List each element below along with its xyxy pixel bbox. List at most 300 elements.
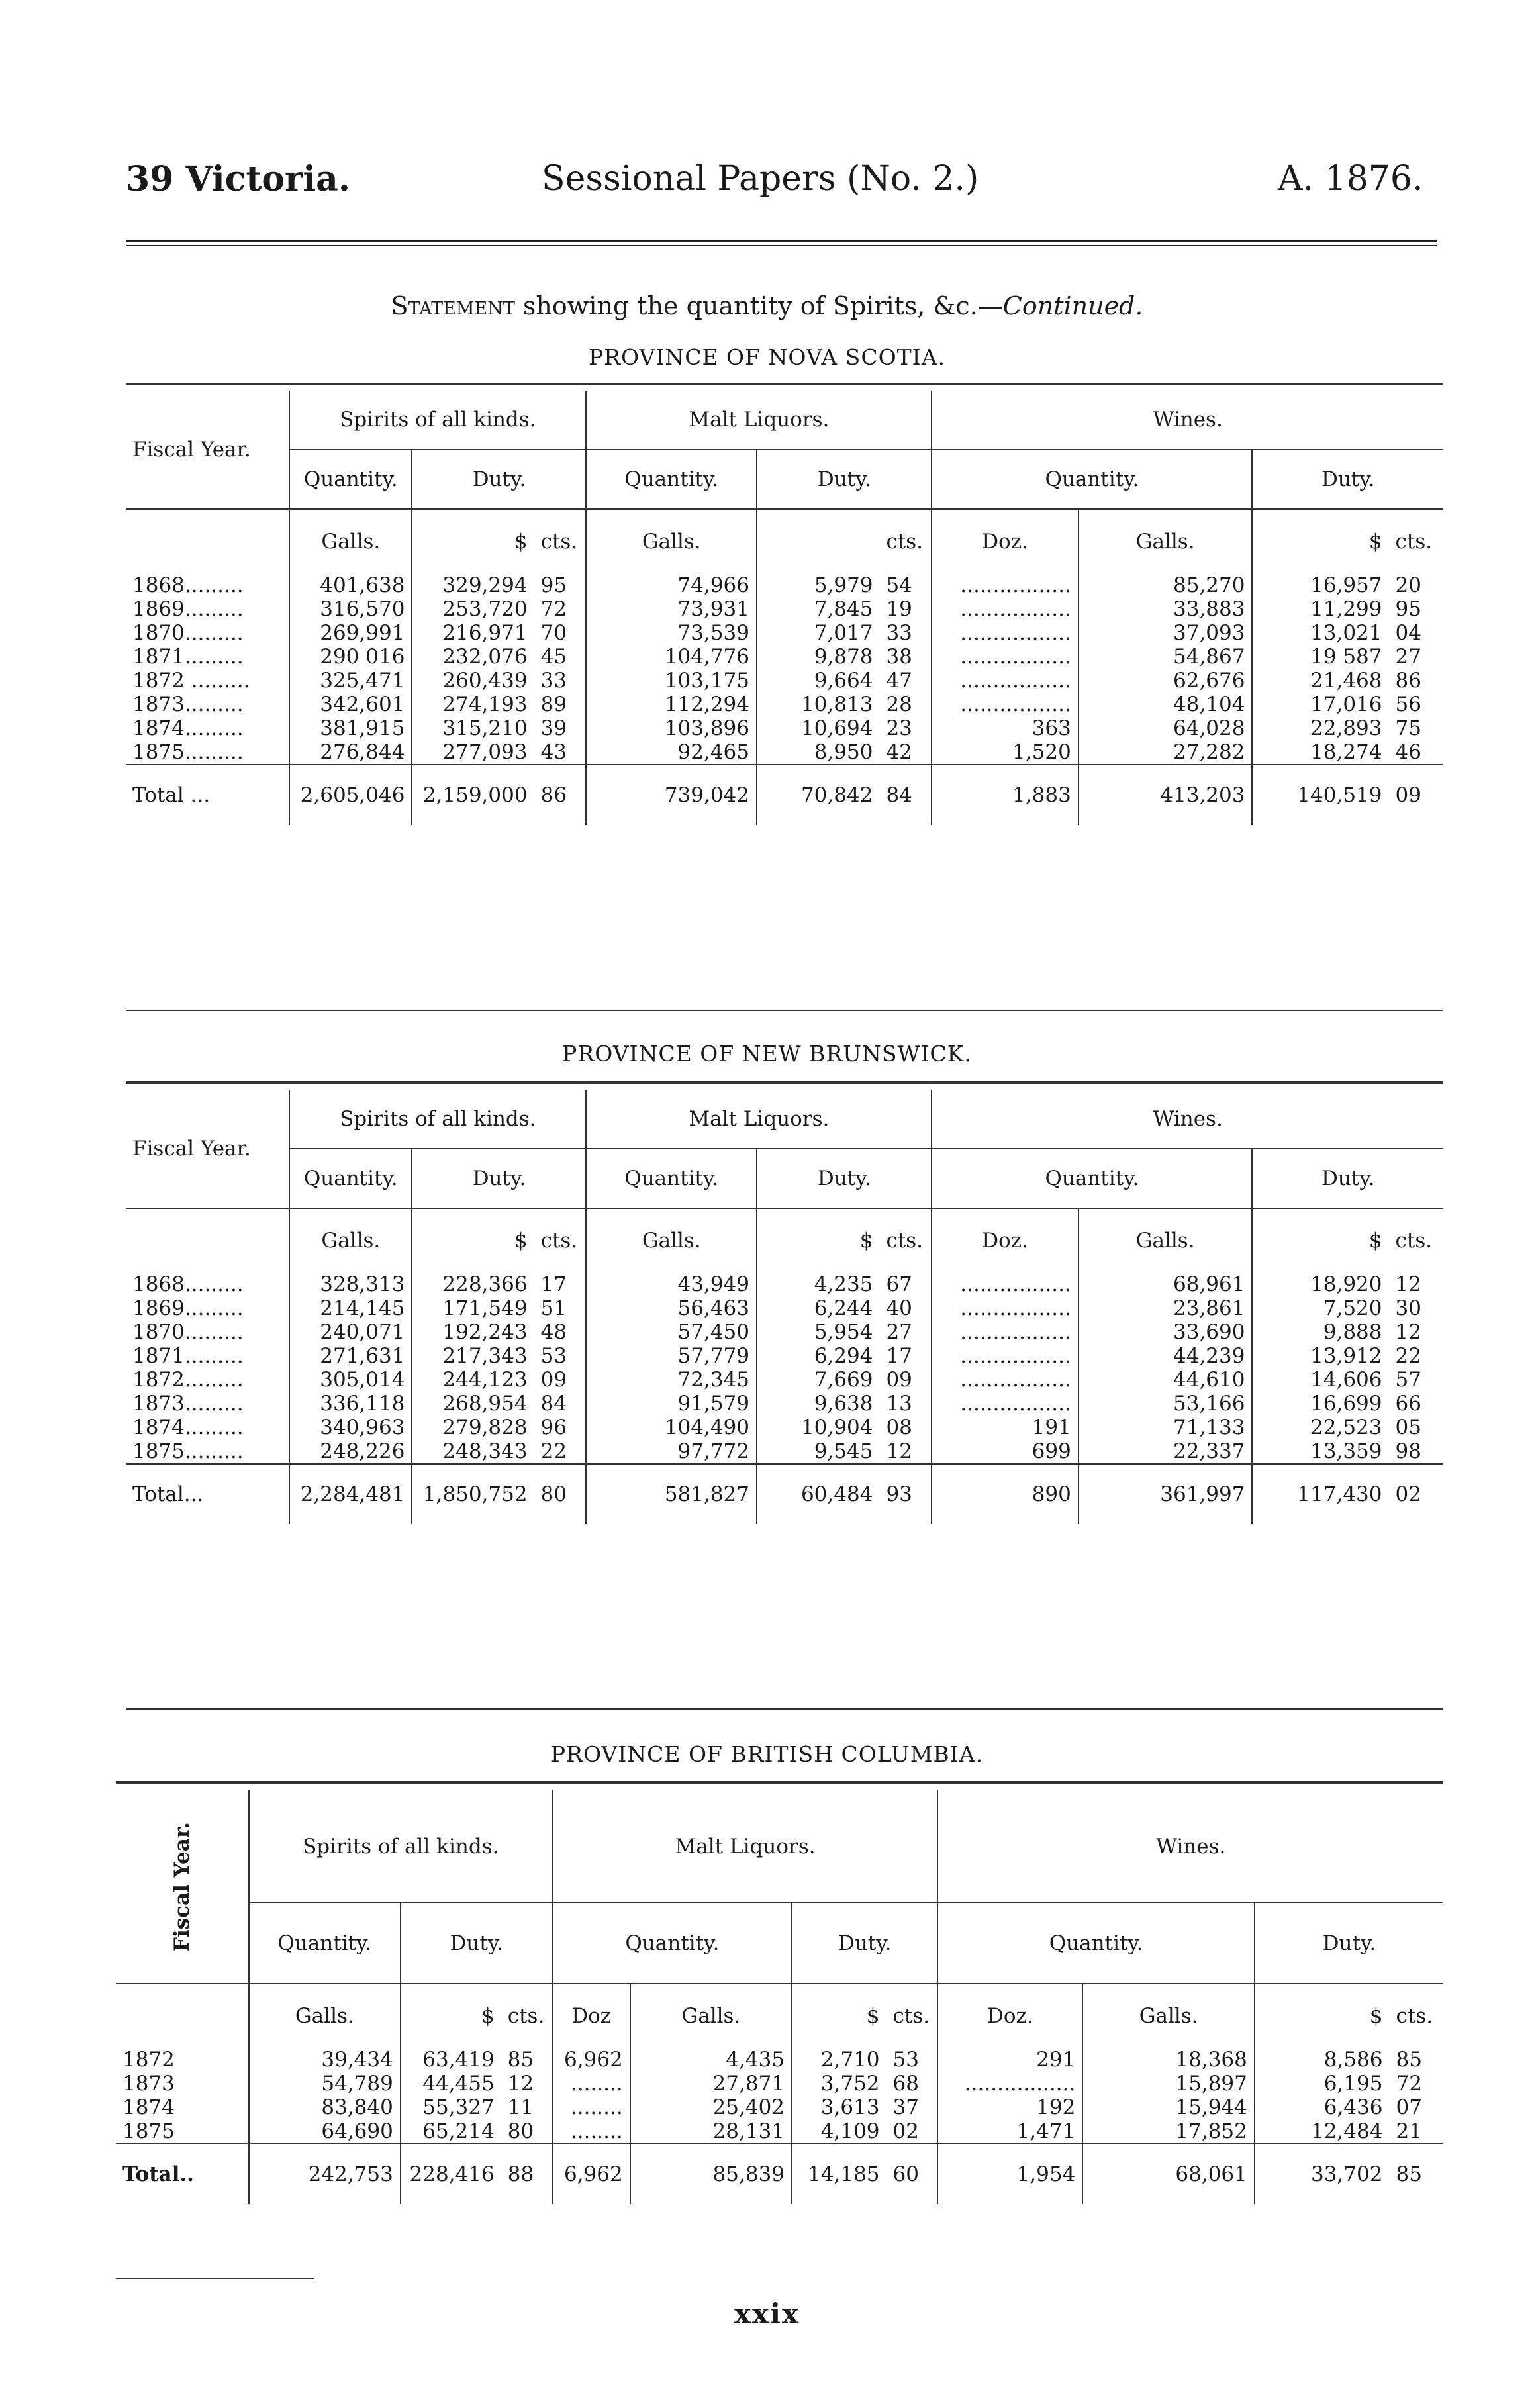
row-wines-galls: 15,944 (1082, 2095, 1255, 2119)
unit-galls: Galls. (249, 1984, 401, 2048)
row-wines-duty: 14,606 (1252, 1368, 1388, 1392)
row-spirits-duty: 171,549 (412, 1296, 534, 1320)
row-wines-cts: 21 (1396, 2119, 1422, 2143)
table-new-brunswick (126, 1090, 1443, 1524)
rule-ns-top (126, 383, 1443, 385)
row-spirits-cts: 53 (540, 1344, 567, 1368)
row-spirits-cts: 84 (540, 1392, 567, 1416)
row-wines-doz: ................. (932, 597, 1078, 621)
unit-cts: cts. (892, 2004, 930, 2028)
total-label: Total.. (116, 2144, 249, 2204)
unit-cts: cts. (540, 1229, 578, 1253)
header-rule-2 (126, 245, 1437, 246)
row-spirits-duty: 274,193 (412, 693, 534, 716)
row-spirits-cts: 72 (540, 597, 567, 621)
group-wines: Wines. (932, 1090, 1443, 1149)
row-malt-quantity: 72,345 (586, 1368, 757, 1392)
row-wines-doz: 291 (937, 2048, 1082, 2072)
row-wines-duty: 13,912 (1252, 1344, 1388, 1368)
row-malt-duty: 3,613 (792, 2095, 887, 2119)
unit-dollar: $ (792, 1984, 887, 2048)
row-year: 1871......... (132, 645, 244, 669)
row-spirits-duty: 216,971 (412, 621, 534, 645)
row-wines-cts: 98 (1395, 1439, 1421, 1463)
table-row (126, 573, 1443, 597)
row-wines-duty: 11,299 (1252, 597, 1388, 621)
col-wines-quantity: Quantity. (937, 1903, 1254, 1984)
total-malt-duty: 14,185 (792, 2144, 887, 2204)
row-malt-cts: 17 (886, 1344, 912, 1368)
row-spirits-duty: 44,455 (401, 2072, 501, 2095)
total-spirits-duty: 228,416 (401, 2144, 501, 2204)
row-malt-duty: 6,294 (757, 1344, 879, 1368)
row-wines-cts: 56 (1395, 693, 1421, 716)
total-wines-duty: 140,519 (1252, 765, 1388, 825)
col-wines-duty: Duty. (1252, 1149, 1443, 1208)
row-malt-cts: 47 (886, 669, 912, 693)
row-wines-doz: ................. (932, 573, 1078, 597)
row-wines-cts: 22 (1395, 1344, 1421, 1368)
row-spirits-cts: 17 (540, 1273, 567, 1296)
total-spirits-duty: 2,159,000 (412, 765, 534, 825)
row-wines-duty: 12,484 (1255, 2119, 1390, 2144)
total-malt-duty: 60,484 (757, 1464, 879, 1524)
row-wines-galls: 18,368 (1082, 2048, 1255, 2072)
fiscal-year-label: Fiscal Year. (169, 1821, 194, 1952)
total-wines-galls: 68,061 (1082, 2144, 1255, 2204)
row-spirits-quantity: 276,844 (289, 740, 412, 765)
rule-bc-bottom (116, 2278, 314, 2279)
row-malt-cts: 19 (886, 597, 912, 621)
row-wines-galls: 37,093 (1079, 621, 1253, 645)
col-spirits-quantity: Quantity. (289, 450, 412, 509)
col-malt-quantity: Quantity. (586, 450, 757, 509)
total-wines-duty: 117,430 (1252, 1464, 1388, 1524)
row-malt-cts: 37 (892, 2095, 919, 2119)
row-wines-duty: 16,699 (1252, 1392, 1388, 1416)
row-spirits-cts: 45 (540, 645, 567, 669)
row-malt-cts: 38 (886, 645, 912, 669)
group-malt: Malt Liquors. (553, 1790, 938, 1903)
row-malt-duty: 2,710 (792, 2048, 887, 2072)
unit-galls: Galls. (289, 1208, 412, 1273)
row-malt-duty: 9,664 (757, 669, 879, 693)
row-spirits-quantity: 269,991 (289, 621, 412, 645)
table-row (126, 645, 1443, 669)
row-wines-doz: 191 (932, 1416, 1078, 1439)
row-malt-duty: 7,669 (757, 1368, 879, 1392)
row-wines-cts: 12 (1395, 1320, 1421, 1344)
unit-dollar: $ (757, 1208, 879, 1273)
row-malt-quantity: 73,931 (586, 597, 757, 621)
caption-statement: Statement (391, 291, 515, 320)
row-wines-cts: 27 (1395, 645, 1421, 669)
row-wines-cts: 07 (1396, 2095, 1422, 2119)
row-spirits-cts: 48 (540, 1320, 567, 1344)
header-center: Sessional Papers (No. 2.) (542, 159, 979, 199)
group-malt: Malt Liquors. (586, 391, 932, 450)
row-year: 1870......... (132, 1320, 244, 1344)
row-malt-cts: 13 (886, 1392, 912, 1416)
total-spirits-quantity: 242,753 (249, 2144, 401, 2204)
row-year: 1875......... (132, 740, 244, 764)
section-title-new-brunswick: PROVINCE OF NEW BRUNSWICK. (562, 1041, 972, 1067)
total-wines-galls: 361,997 (1079, 1464, 1253, 1524)
row-spirits-quantity: 54,789 (249, 2072, 401, 2095)
table-row (126, 693, 1443, 716)
row-spirits-duty: 232,076 (412, 645, 534, 669)
row-year: 1873 (122, 2072, 175, 2095)
row-wines-duty: 22,523 (1252, 1416, 1388, 1439)
total-wines-cts: 85 (1389, 2144, 1443, 2204)
unit-cts: cts. (507, 2004, 545, 2028)
unit-cts: cts. (886, 1229, 924, 1253)
row-spirits-quantity: 248,226 (289, 1439, 412, 1464)
row-year: 1875 (122, 2119, 175, 2143)
rule-nb-bottom (126, 1708, 1443, 1710)
row-spirits-quantity: 214,145 (289, 1296, 412, 1320)
unit-galls: Galls. (630, 1984, 792, 2048)
col-malt-duty: Duty. (792, 1903, 937, 1984)
col-spirits-quantity: Quantity. (289, 1149, 412, 1208)
table-row (126, 1392, 1443, 1416)
row-wines-cts: 05 (1395, 1416, 1421, 1439)
row-malt-duty: 4,235 (757, 1273, 879, 1296)
unit-cts: cts. (540, 530, 578, 554)
total-malt-quantity: 739,042 (586, 765, 757, 825)
row-spirits-duty: 253,720 (412, 597, 534, 621)
row-malt-quantity: 25,402 (630, 2095, 792, 2119)
row-spirits-quantity: 240,071 (289, 1320, 412, 1344)
row-malt-doz: ........ (553, 2072, 630, 2095)
row-wines-galls: 33,690 (1079, 1320, 1253, 1344)
row-year: 1873......... (132, 1392, 244, 1416)
row-spirits-quantity: 325,471 (289, 669, 412, 693)
total-wines-galls: 413,203 (1079, 765, 1253, 825)
row-malt-cts: 42 (886, 740, 912, 764)
total-wines-cts: 09 (1389, 765, 1444, 825)
group-spirits: Spirits of all kinds. (289, 1090, 586, 1149)
group-malt: Malt Liquors. (586, 1090, 932, 1149)
row-wines-duty: 9,888 (1252, 1320, 1388, 1344)
row-spirits-quantity: 336,118 (289, 1392, 412, 1416)
row-wines-duty: 7,520 (1252, 1296, 1388, 1320)
row-year: 1874......... (132, 1416, 244, 1439)
row-spirits-cts: 09 (540, 1368, 567, 1392)
row-wines-galls: 33,883 (1079, 597, 1253, 621)
row-wines-duty: 13,021 (1252, 621, 1388, 645)
row-spirits-cts: 95 (540, 573, 567, 597)
col-spirits-duty: Duty. (401, 1903, 553, 1984)
row-spirits-duty: 268,954 (412, 1392, 534, 1416)
row-spirits-quantity: 342,601 (289, 693, 412, 716)
row-wines-cts: 95 (1395, 597, 1421, 621)
row-year: 1875......... (132, 1439, 244, 1463)
row-year: 1873......... (132, 693, 244, 716)
row-spirits-duty: 248,343 (412, 1439, 534, 1464)
row-year: 1868......... (132, 573, 244, 597)
unit-dollar: $ (1252, 509, 1388, 573)
group-spirits: Spirits of all kinds. (249, 1790, 553, 1903)
row-wines-duty: 22,893 (1252, 716, 1388, 740)
row-malt-doz: 6,962 (553, 2048, 630, 2072)
row-malt-quantity: 103,175 (586, 669, 757, 693)
unit-doz: Doz. (932, 509, 1078, 573)
row-wines-galls: 27,282 (1079, 740, 1253, 765)
row-malt-duty: 9,638 (757, 1392, 879, 1416)
table-row (126, 621, 1443, 645)
row-year: 1869......... (132, 1296, 244, 1320)
total-malt-cts: 60 (887, 2144, 938, 2204)
row-spirits-duty: 55,327 (401, 2095, 501, 2119)
col-fiscal-year-rotated (116, 1790, 249, 1984)
row-wines-doz: 699 (932, 1439, 1078, 1464)
row-malt-quantity: 112,294 (586, 693, 757, 716)
row-wines-duty: 13,359 (1252, 1439, 1388, 1464)
row-spirits-duty: 279,828 (412, 1416, 534, 1439)
table-row (126, 716, 1443, 740)
unit-galls: Galls. (1079, 1208, 1253, 1273)
row-wines-doz: 1,520 (932, 740, 1078, 765)
total-malt-duty: 70,842 (757, 765, 879, 825)
row-wines-galls: 64,028 (1079, 716, 1253, 740)
row-malt-cts: 68 (892, 2072, 919, 2095)
group-wines: Wines. (937, 1790, 1443, 1903)
row-year: 1874......... (132, 716, 244, 740)
unit-dollar: $ (412, 1208, 534, 1273)
row-spirits-duty: 277,093 (412, 740, 534, 765)
row-wines-doz: ................. (932, 693, 1078, 716)
unit-cts: cts. (1395, 530, 1433, 554)
row-wines-doz: ................. (932, 1368, 1078, 1392)
rule-nb-top (126, 1081, 1443, 1084)
row-year: 1874 (122, 2095, 175, 2119)
total-malt-doz: 6,962 (553, 2144, 630, 2204)
header-right: A. 1876. (1278, 159, 1423, 199)
row-spirits-cts: 85 (507, 2048, 534, 2072)
row-spirits-quantity: 340,963 (289, 1416, 412, 1439)
row-wines-cts: 46 (1395, 740, 1421, 764)
row-malt-cts: 09 (886, 1368, 912, 1392)
section-title-nova-scotia: PROVINCE OF NOVA SCOTIA. (588, 344, 946, 370)
total-spirits-quantity: 2,284,481 (289, 1464, 412, 1524)
row-malt-duty: 4,109 (792, 2119, 887, 2144)
table-nova-scotia (126, 391, 1443, 825)
row-wines-doz: ................. (932, 621, 1078, 645)
row-wines-galls: 23,861 (1079, 1296, 1253, 1320)
total-spirits-duty: 1,850,752 (412, 1464, 534, 1524)
row-spirits-cts: 51 (540, 1296, 567, 1320)
row-spirits-cts: 43 (540, 740, 567, 764)
row-spirits-duty: 65,214 (401, 2119, 501, 2144)
col-wines-duty: Duty. (1255, 1903, 1443, 1984)
row-spirits-cts: 22 (540, 1439, 567, 1463)
unit-dollar: $ (1252, 1208, 1388, 1273)
row-wines-galls: 85,270 (1079, 573, 1253, 597)
row-malt-duty: 10,694 (757, 716, 879, 740)
col-malt-duty: Duty. (757, 1149, 932, 1208)
row-malt-cts: 12 (886, 1439, 912, 1463)
table-british-columbia (116, 1790, 1443, 2204)
unit-galls: Galls. (1079, 509, 1253, 573)
row-spirits-cts: 39 (540, 716, 567, 740)
table-row (126, 1296, 1443, 1320)
unit-cts: cts. (1396, 2004, 1433, 2028)
row-malt-quantity: 27,871 (630, 2072, 792, 2095)
unit-dollar: $ (401, 1984, 501, 2048)
row-malt-cts: 40 (886, 1296, 912, 1320)
page-number: xxix (734, 2297, 800, 2330)
unit-galls: Galls. (586, 1208, 757, 1273)
row-wines-galls: 48,104 (1079, 693, 1253, 716)
row-year: 1869......... (132, 597, 244, 621)
row-wines-doz: ................. (932, 1296, 1078, 1320)
row-spirits-cts: 33 (540, 669, 567, 693)
row-spirits-quantity: 401,638 (289, 573, 412, 597)
total-wines-doz: 890 (932, 1464, 1078, 1524)
table-row (126, 669, 1443, 693)
col-fiscal-year: Fiscal Year. (126, 391, 289, 509)
unit-galls: Galls. (289, 509, 412, 573)
row-spirits-quantity: 381,915 (289, 716, 412, 740)
group-wines: Wines. (932, 391, 1443, 450)
row-spirits-duty: 217,343 (412, 1344, 534, 1368)
row-spirits-duty: 315,210 (412, 716, 534, 740)
section-title-british-columbia: PROVINCE OF BRITISH COLUMBIA. (550, 1741, 984, 1767)
row-malt-duty: 5,979 (757, 573, 879, 597)
row-wines-doz: 363 (932, 716, 1078, 740)
row-malt-quantity: 57,450 (586, 1320, 757, 1344)
col-wines-duty: Duty. (1252, 450, 1443, 509)
unit-cts: cts. (886, 530, 924, 554)
row-spirits-quantity: 316,570 (289, 597, 412, 621)
table-row (126, 1344, 1443, 1368)
unit-galls: Galls. (1082, 1984, 1255, 2048)
col-fiscal-year: Fiscal Year. (126, 1090, 289, 1208)
row-year: 1872 ......... (132, 669, 250, 693)
row-wines-galls: 68,961 (1079, 1273, 1253, 1296)
row-wines-doz: ................. (932, 1344, 1078, 1368)
row-spirits-cts: 89 (540, 693, 567, 716)
row-wines-doz: 192 (937, 2095, 1082, 2119)
row-malt-quantity: 92,465 (586, 740, 757, 765)
table-row (126, 740, 1443, 765)
table-row (116, 2072, 1443, 2095)
row-wines-doz: ................. (937, 2072, 1082, 2095)
total-wines-cts: 02 (1389, 1464, 1444, 1524)
col-malt-quantity: Quantity. (586, 1149, 757, 1208)
row-year: 1872 (122, 2048, 175, 2072)
row-wines-doz: ................. (932, 1320, 1078, 1344)
row-wines-galls: 54,867 (1079, 645, 1253, 669)
row-malt-quantity: 91,579 (586, 1392, 757, 1416)
row-spirits-quantity: 305,014 (289, 1368, 412, 1392)
row-spirits-cts: 80 (507, 2119, 534, 2143)
total-malt-quantity: 581,827 (586, 1464, 757, 1524)
row-malt-duty: 8,950 (757, 740, 879, 765)
table-row (126, 1439, 1443, 1464)
row-wines-duty: 17,016 (1252, 693, 1388, 716)
row-malt-cts: 23 (886, 716, 912, 740)
row-spirits-quantity: 39,434 (249, 2048, 401, 2072)
total-spirits-cts: 86 (534, 765, 587, 825)
row-malt-duty: 9,545 (757, 1439, 879, 1464)
table-row (126, 1416, 1443, 1439)
unit-dollar: $ (1255, 1984, 1390, 2048)
row-wines-duty: 6,436 (1255, 2095, 1390, 2119)
row-wines-duty: 8,586 (1255, 2048, 1390, 2072)
unit-doz: Doz. (932, 1208, 1078, 1273)
header-rule (126, 240, 1437, 242)
row-wines-duty: 16,957 (1252, 573, 1388, 597)
row-malt-quantity: 104,776 (586, 645, 757, 669)
row-spirits-duty: 228,366 (412, 1273, 534, 1296)
total-malt-quantity: 85,839 (630, 2144, 792, 2204)
row-spirits-quantity: 64,690 (249, 2119, 401, 2144)
row-spirits-duty: 63,419 (401, 2048, 501, 2072)
row-malt-duty: 10,813 (757, 693, 879, 716)
row-spirits-cts: 70 (540, 621, 567, 645)
row-spirits-duty: 329,294 (412, 573, 534, 597)
total-spirits-cts: 80 (534, 1464, 587, 1524)
row-spirits-cts: 11 (507, 2095, 534, 2119)
row-wines-galls: 22,337 (1079, 1439, 1253, 1464)
unit-dollar: $ (412, 509, 534, 573)
header-left: 39 Victoria. (126, 159, 350, 199)
unit-doz: Doz. (937, 1984, 1082, 2048)
row-malt-duty: 7,845 (757, 597, 879, 621)
row-wines-cts: 66 (1395, 1392, 1421, 1416)
row-wines-cts: 57 (1395, 1368, 1421, 1392)
row-wines-galls: 15,897 (1082, 2072, 1255, 2095)
row-spirits-duty: 244,123 (412, 1368, 534, 1392)
row-wines-duty: 6,195 (1255, 2072, 1390, 2095)
row-wines-doz: ................. (932, 1392, 1078, 1416)
rule-bc-top (116, 1781, 1443, 1784)
row-malt-quantity: 73,539 (586, 621, 757, 645)
table-row (116, 2095, 1443, 2119)
row-wines-doz: ................. (932, 669, 1078, 693)
caption-text: showing the quantity of Spirits, &c.— (514, 291, 1003, 320)
table-row (116, 2119, 1443, 2144)
total-malt-cts: 84 (879, 765, 932, 825)
total-spirits-quantity: 2,605,046 (289, 765, 412, 825)
row-malt-cts: 54 (886, 573, 912, 597)
row-spirits-quantity: 271,631 (289, 1344, 412, 1368)
unit-cts: cts. (1395, 1229, 1433, 1253)
row-malt-duty: 6,244 (757, 1296, 879, 1320)
row-year: 1868......... (132, 1273, 244, 1296)
row-malt-duty: 3,752 (792, 2072, 887, 2095)
row-spirits-duty: 260,439 (412, 669, 534, 693)
row-malt-doz: ........ (553, 2119, 630, 2144)
row-spirits-quantity: 290 016 (289, 645, 412, 669)
row-wines-duty: 18,920 (1252, 1273, 1388, 1296)
caption-continued: Continued. (1002, 291, 1143, 320)
col-wines-quantity: Quantity. (932, 1149, 1252, 1208)
row-wines-duty: 21,468 (1252, 669, 1388, 693)
row-malt-duty: 9,878 (757, 645, 879, 669)
row-wines-galls: 44,239 (1079, 1344, 1253, 1368)
row-wines-doz: ................. (932, 1273, 1078, 1296)
row-malt-quantity: 97,772 (586, 1439, 757, 1464)
row-spirits-duty: 192,243 (412, 1320, 534, 1344)
col-spirits-duty: Duty. (412, 450, 586, 509)
row-malt-quantity: 103,896 (586, 716, 757, 740)
row-malt-cts: 27 (886, 1320, 912, 1344)
table-row (126, 1320, 1443, 1344)
row-malt-duty: 10,904 (757, 1416, 879, 1439)
